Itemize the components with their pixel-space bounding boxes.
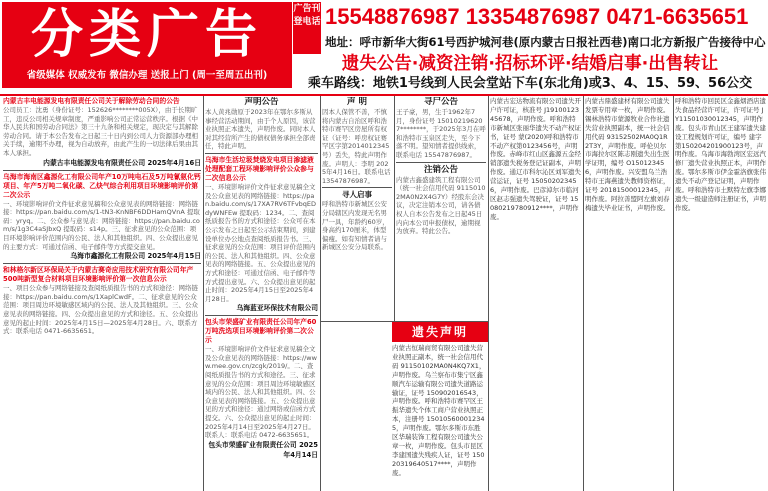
notice-body: 本人黄兆勋原于2023年在鄂尔多斯从事经营活动期间，由于个人原因，该营业执照正本遗失，声明作废。同时本人对其经营所产生的债权债务承担全部责任，特此声明。 bbox=[205, 108, 316, 151]
section-divider bbox=[205, 153, 318, 154]
notice-heading: 内蒙古丰电能源发电有限责任公司关于解除劳动合同的公告 bbox=[3, 97, 180, 105]
column-divider bbox=[673, 96, 674, 491]
notice-heading: 声明公告 bbox=[244, 97, 279, 107]
notice-heading: 声 明 bbox=[347, 97, 367, 107]
lost-list-4: 呼和浩特市回民区金鑫烟酒店遗失食品经营许可证，许可证号 JY11501030012345，声明作废。包头市青山区王建军遗失建设工程规划许可证，编号 建字第150204201900123号，声明作废。乌海市海勃湾区宏远汽修厂遗失营业执照正本，声明作废。鄂尔多斯市伊金霍洛旗张伟遗失不动产登记证明，声明作废。呼和浩特市土默特左旗李娜遗失一级建造师注册证书，声明作废。 bbox=[675, 97, 766, 212]
bus-route: 乘车路线：地铁1号线到人民会堂站下车(东北角)或3、4、15、59、56公交 bbox=[307, 76, 753, 91]
section-divider bbox=[3, 263, 201, 264]
column-divider bbox=[320, 96, 321, 491]
lost-list-1: 内蒙古恒瑞商贸有限公司遗失营业执照正副本，统一社会信用代码 91150102MA0N4KQ7X1，声明作废。乌兰察布市集宁区鑫顺汽车运输有限公司遗失道路运输证，证号 150902016543，声明作废。呼和浩特市赛罕区王振华遗失个体工商户营业执照正本，注册号 150105600012345，声明作废。鄂尔多斯市东胜区华瑞装饰工程有限公司遗失公章一枚，声明作废。包头市昆区李建国遗失残疾人证，证号 15020319640517****，声明作废。 bbox=[392, 344, 486, 477]
notice-heading: 乌海市海南区鑫源化工有限公司年产10万吨电石及5万吨氰氨化钙项目、年产5万吨二氧化碳、乙炔气综合利用项目环境影响评价第二次公示 bbox=[3, 172, 201, 199]
notice-body: 内蒙古鑫盛建筑工程有限公司（统一社会信用代码 91150102MA0N2X4G7Y）经股东会决议，决定注销本公司，请各债权人自本公告发布之日起45日内向本公司申报债权，逾期视为放弃。特此公告。 bbox=[396, 175, 486, 236]
notice-signature: 乌海市鑫源化工有限公司 2025年4月15日 bbox=[70, 252, 201, 261]
brand-block bbox=[2, 2, 292, 88]
column-divider bbox=[203, 96, 204, 491]
lost-notice-banner: 遗失声明 bbox=[392, 322, 488, 342]
column-divider bbox=[394, 96, 395, 322]
notice-signature: 内蒙古丰电能源发电有限责任公司 2025年4月16日 bbox=[43, 158, 201, 167]
section-divider bbox=[3, 170, 201, 171]
section-divider bbox=[322, 187, 392, 188]
column-divider bbox=[583, 96, 584, 491]
notice-body: 一、环境影响评价文件征求意见稿和公众意见表的网络链接：网络链接：https://pan.baidu.com/s/1-tN3-KnNBF6DDHamQVnA 提取码：yryq。二、公众参与意见表：网络链接：https://pan.baidu.com/s/1g3C4aSJbxQ 提取码：s14p。三、征求意见的公众范围：项目环境影响评价范围内的公民、法人和其他组织。四、公众提出意见的主要方式：可通过信函、电子邮件等方式提交意见。 bbox=[3, 199, 200, 251]
office-address: 地址：呼市新华大街61号西护城河巷(原内蒙古日报社西巷)南口北方新报广告接待中心 bbox=[325, 35, 766, 49]
hotline-phones: 15548876987 13354876987 0471-6635651 bbox=[325, 4, 749, 29]
page-title: 分类广告 bbox=[30, 4, 263, 65]
notice-body: 因本人保管不善，不慎将内蒙古自治区呼和浩特市赛罕区房屋所有权证（证号：呼房权证赛罕区字第2014012345号）丢失，特此声明作废。声明人：李明 2025年4月16日。联系电话 13547876987。 bbox=[322, 108, 391, 185]
header-rule bbox=[0, 94, 768, 96]
notice-heading: 乌海市生活垃圾焚烧发电项目渗滤液处理配套工程环境影响评价公众参与二次信息公示 bbox=[205, 155, 314, 182]
ad-column-3 bbox=[322, 97, 392, 321]
service-list: 遗失公告·减资注销·招标环评·结婚启事·出售转让 bbox=[341, 54, 719, 74]
notice-body: 王子豪，男，生于1962年7月，身份证号 150102196207********，于2025年3月在呼和浩特市玉泉区走失，至今下落不明。望知情者提供线索，联系电话 15547876987。 bbox=[396, 108, 486, 159]
notice-heading: 寻人启事 bbox=[342, 190, 372, 200]
ad-column-4 bbox=[396, 97, 486, 321]
notice-body: 一、环境影响评价文件征求意见稿全文及公众意见表的网络链接：https://www.mee.gov.cn/zcgk/2019/。二、查阅纸质报告书的方式和途径。三、征求意见的公众范围：项目周边环境敏感区域内的公民、法人和其他组织。四、公众意见表的网络链接。五、公众提出意见的方式和途径：通过网络或信函方式提交。六、公众提出意见的起止时间：2025年4月14日至2025年4月27日。联系人：联系电话 0472-6635651。 bbox=[205, 345, 317, 440]
notice-body: 一、环境影响评价文件征求意见稿全文及公众意见表的网络链接：https://pan.baidu.com/s/17XA7RV6TFvbqEDdyWNFEw 提取码：1234。二、查阅纸质报告书的方式和途径：公众可在本公示发布之日起至公示结束期间，到建设单位办公地点查阅纸质报告书。三、征求意见的公众范围：项目评价范围内的公民、法人和其他组织。四、公众意见表的网络链接。五、公众提出意见的方式和途径：可通过信函、电子邮件等方式提出意见。六、公众提出意见的起止时间：2025年4月15日至2025年4月28日。 bbox=[205, 182, 317, 303]
notice-heading: 包头市荣盛矿业有限责任公司年产60万吨洗选项目环境影响评价第二次公示 bbox=[205, 318, 317, 345]
notice-heading: 注销公告 bbox=[423, 164, 458, 175]
ad-column-2 bbox=[205, 97, 318, 489]
lost-list-3: 内蒙古鼎盛建材有限公司遗失发票专用章一枚，声明作废。锡林浩特市蒙源牧业合作社遗失营业执照副本，统一社会信用代码 93152502MA0Q1R2T3Y，声明作废。呼伦贝尔市海拉尔区陈志刚遗失出生医学证明，编号 O150123456，声明作废。兴安盟乌兰浩特市王海燕遗失教师资格证，证号 20181500012345，声明作废。阿拉善盟阿左旗刘春梅遗失毕业证书，声明作废。 bbox=[585, 97, 671, 212]
ad-column-1 bbox=[3, 97, 201, 489]
notice-body: 公司员工：沈勇（身份证号：152626********005X），由于长期旷工，违反公司相关规章制度，严重影响公司正常运营秩序。根据《中华人民共和国劳动合同法》第三十九条和相关规定，现决定与其解除劳动合同。请于本公告发布之日起三十日内到公司人力资源部办理相关手续，逾期不办理，视为自动放弃，由此产生的一切法律后果由其本人承担。 bbox=[3, 106, 198, 157]
notice-signature: 乌海蓝亚环保技术有限公司 bbox=[236, 304, 318, 313]
section-divider bbox=[205, 315, 318, 316]
section-divider bbox=[396, 162, 486, 163]
brand-slogan: 省级媒体 权威发布 微信办理 送报上门 (周一至周五出刊) bbox=[26, 70, 268, 81]
notice-heading: 和林格尔新区环保局关于内蒙古赛奇应用技术研究有限公司年产500吨新型复合材料项目环境影响评价第一次信息公示 bbox=[3, 266, 194, 284]
notice-body: 一、项目公众参与网络链接及查阅纸质报告书的方式和途径：网络链接：https://pan.baidu.com/s/1XaplCwdF。二、征求意见的公众范围：项目周边环境敏感区域内的公民、法人及其他组织。三、公众意见表的网络链接。四、公众提出意见的方式和途径。五、公众提出意见的起止时间：2025年4月15日—2025年4月28日。六、联系方式：联系电话 0471-6635651。 bbox=[3, 284, 198, 336]
hotline-tag: 广告刊登电话 bbox=[293, 2, 321, 54]
column-divider bbox=[488, 96, 489, 491]
notice-signature: 包头市荣盛矿业有限责任公司 2025年4月14日 bbox=[208, 440, 318, 459]
notice-body: 呼和浩特市新城区公安分局辖区内发现无名男尸一具，年龄约60岁，身高约170厘米，体型偏瘦。如有知情者请与新城区公安分局联系。 bbox=[322, 200, 389, 252]
lost-list-2: 内蒙古宏达物流有限公司遗失开户许可证，核准号 J1910012345678，声明作废。呼和浩特市新城区张丽华遗失不动产权证书，证号 蒙(2020)呼和浩特市不动产权第0123456号，声明作废。赤峰市红山区鑫源五金经销部遗失税务登记证副本，声明作废。通辽市科尔沁区刘军遗失营运证，证号 150502023456，声明作废。巴彦淖尔市临河区赵志强遗失驾驶证，证号 15080219780912****，声明作废。 bbox=[490, 97, 581, 221]
notice-heading: 寻尸公告 bbox=[423, 97, 458, 107]
